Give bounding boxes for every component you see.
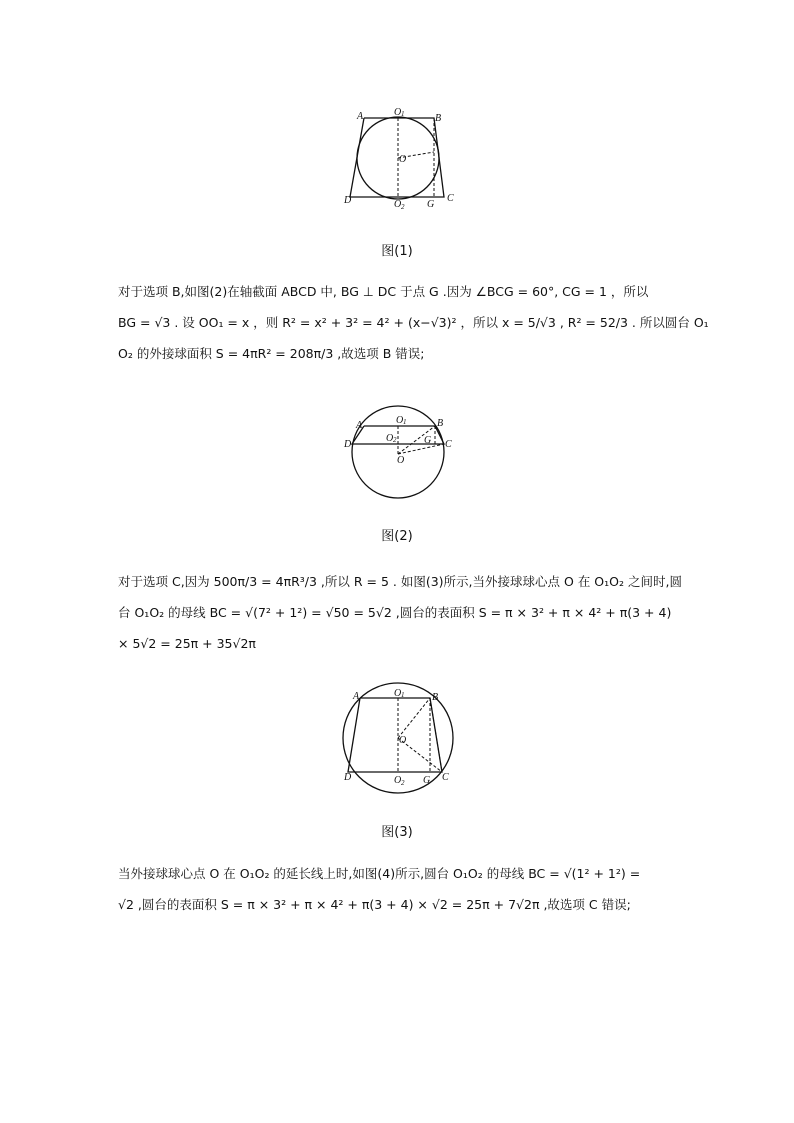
label-B: B: [432, 692, 439, 703]
label-O2-sub: 2: [393, 436, 397, 444]
label-O2-sub: 2: [401, 203, 405, 211]
figure-1: [338, 104, 458, 214]
label-O2: O: [394, 775, 402, 786]
text-line: BG = √3 . 设 OO₁ = x ，则 R² = x² + 3² = 4² + (x−√3)² ，所以 x = 5/√3 , R² = 52/3 . 所以圆台 O₁: [118, 315, 709, 330]
figure-2-caption: 图(2): [381, 529, 413, 544]
figure-1-caption: 图(1): [381, 244, 413, 259]
paragraph-extension-case: [118, 858, 678, 920]
text-line: × 5√2 = 25π + 35√2π: [118, 636, 256, 651]
label-G: G: [423, 775, 431, 786]
label-O: O: [399, 735, 407, 746]
figure-3-diagram: [338, 680, 458, 800]
label-A: A: [356, 420, 363, 431]
figure-1-diagram: [338, 104, 458, 214]
paragraph-option-b: [118, 276, 709, 369]
text-line: √2 ,圆台的表面积 S = π × 3² + π × 4² + π(3 + 4) × √2 = 25π + 7√2π ,故选项 C 错误;: [118, 897, 631, 912]
label-B: B: [435, 113, 442, 124]
label-O: O: [397, 455, 405, 466]
text-line: 对于选项 B,如图(2)在轴截面 ABCD 中, BG ⊥ DC 于点 G .因为 ∠BCG = 60°, CG = 1 ，所以: [118, 284, 649, 299]
figure-2-diagram: [338, 404, 458, 504]
paragraph-option-c: [118, 566, 682, 659]
label-G: G: [427, 199, 435, 210]
label-C: C: [445, 439, 452, 450]
label-C: C: [442, 772, 449, 783]
label-D: D: [344, 772, 352, 783]
label-O1: O: [396, 415, 404, 426]
figure-3: [338, 680, 458, 800]
label-O: O: [399, 154, 407, 165]
label-O2: O: [386, 433, 394, 444]
figure-3-caption: 图(3): [381, 825, 413, 840]
label-B: B: [437, 418, 444, 429]
label-C: C: [447, 193, 454, 204]
label-O1: O: [394, 107, 402, 118]
text-line: 当外接球球心点 O 在 O₁O₂ 的延长线上时,如图(4)所示,圆台 O₁O₂ 的母线 BC = √(1² + 1²) =: [118, 866, 641, 881]
figure-2: [338, 404, 458, 504]
label-A: A: [357, 111, 364, 122]
label-O1-sub: 1: [403, 418, 407, 426]
label-A: A: [353, 691, 360, 702]
label-D: D: [344, 439, 352, 450]
label-O2: O: [394, 199, 402, 210]
label-D: D: [344, 195, 352, 206]
text-line: 台 O₁O₂ 的母线 BC = √(7² + 1²) = √50 = 5√2 ,圆台的表面积 S = π × 3² + π × 4² + π(3 + 4): [118, 605, 672, 620]
label-O2-sub: 2: [401, 779, 405, 787]
text-line: 对于选项 C,因为 500π/3 = 4πR³/3 ,所以 R = 5 . 如图(3)所示,当外接球球心点 O 在 O₁O₂ 之间时,圆: [118, 574, 682, 589]
label-G: G: [424, 435, 432, 446]
text-line: O₂ 的外接球面积 S = 4πR² = 208π/3 ,故选项 B 错误;: [118, 346, 425, 361]
label-O1: O: [394, 688, 402, 699]
label-O1-sub: 1: [401, 691, 405, 699]
label-O1-sub: 1: [401, 110, 405, 118]
